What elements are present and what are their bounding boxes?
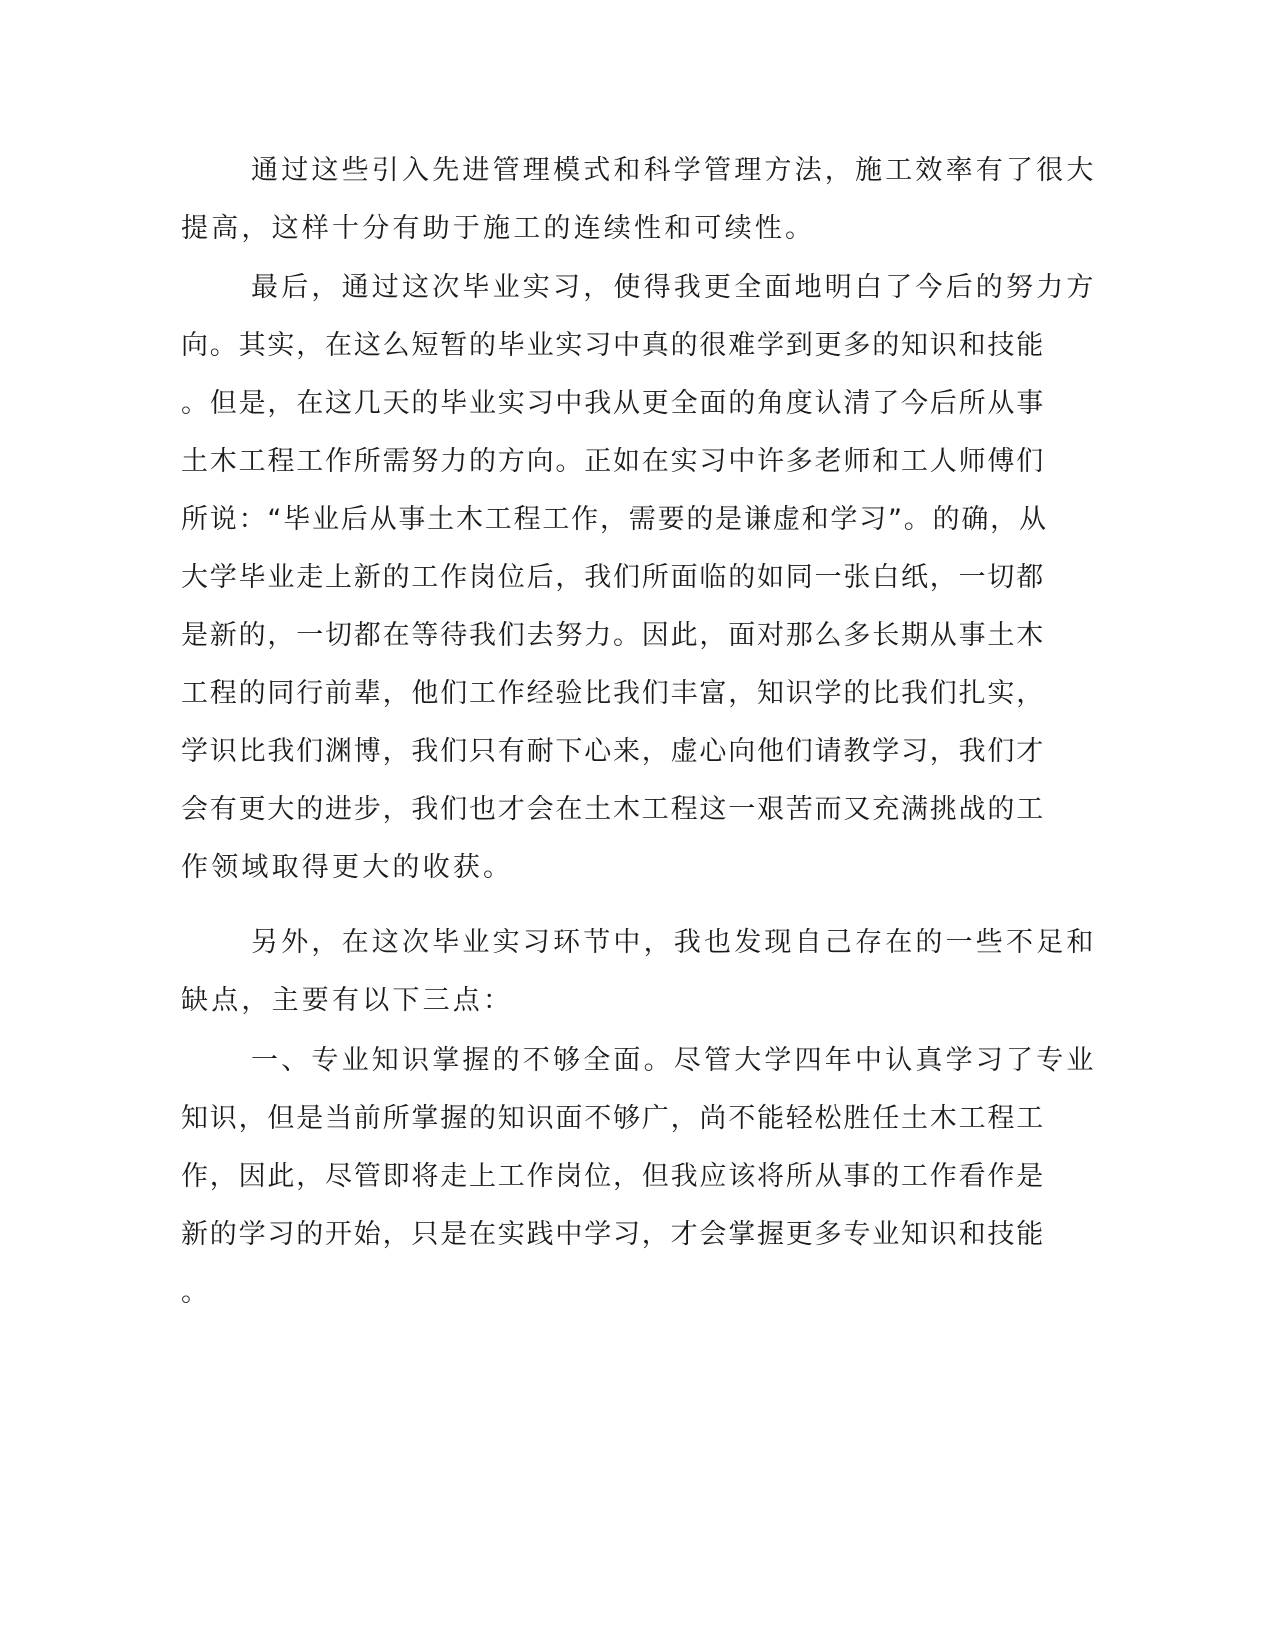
paragraph-2-line-4: 土木工程工作所需努力的方向。正如在实习中许多老师和工人师傅们 bbox=[181, 446, 1045, 477]
paragraph-2-line-9: 学识比我们渊博，我们只有耐下心来，虚心向他们请教学习，我们才 bbox=[181, 736, 1045, 767]
paragraph-2-line-6: 大学毕业走上新的工作岗位后，我们所面临的如同一张白纸，一切都 bbox=[181, 562, 1045, 593]
paragraph-4-line-1: 一、专业知识掌握的不够全面。尽管大学四年中认真学习了专业 bbox=[251, 1045, 1097, 1076]
paragraph-1-line-1: 通过这些引入先进管理模式和科学管理方法，施工效率有了很大 bbox=[251, 155, 1097, 186]
paragraph-2-line-7: 是新的，一切都在等待我们去努力。因此，面对那么多长期从事土木 bbox=[181, 620, 1045, 651]
paragraph-1-line-2: 提高，这样十分有助于施工的连续性和可续性。 bbox=[181, 213, 816, 244]
paragraph-4-line-4: 新的学习的开始，只是在实践中学习，才会掌握更多专业知识和技能 bbox=[181, 1219, 1045, 1250]
paragraph-2-line-8: 工程的同行前辈，他们工作经验比我们丰富，知识学的比我们扎实， bbox=[181, 678, 1045, 709]
paragraph-4-line-5: 。 bbox=[181, 1277, 212, 1308]
paragraph-3-line-2: 缺点，主要有以下三点： bbox=[181, 985, 514, 1016]
paragraph-2-line-2: 向。其实，在这么短暂的毕业实习中真的很难学到更多的知识和技能 bbox=[181, 330, 1045, 361]
paragraph-2-line-1: 最后，通过这次毕业实习，使得我更全面地明白了今后的努力方 bbox=[251, 272, 1097, 303]
paragraph-2-line-3: 。但是，在这几天的毕业实习中我从更全面的角度认清了今后所从事 bbox=[181, 388, 1045, 419]
paragraph-2-line-5: 所说：“毕业后从事土木工程工作，需要的是谦虚和学习”。的确，从 bbox=[181, 504, 1048, 535]
paragraph-2-line-11: 作领域取得更大的收获。 bbox=[181, 852, 514, 883]
paragraph-4-line-2: 知识，但是当前所掌握的知识面不够广，尚不能轻松胜任土木工程工 bbox=[181, 1103, 1045, 1134]
paragraph-4-line-3: 作，因此，尽管即将走上工作岗位，但我应该将所从事的工作看作是 bbox=[181, 1161, 1045, 1192]
paragraph-2-line-10: 会有更大的进步，我们也才会在土木工程这一艰苦而又充满挑战的工 bbox=[181, 794, 1045, 825]
paragraph-3-line-1: 另外，在这次毕业实习环节中，我也发现自己存在的一些不足和 bbox=[251, 927, 1097, 958]
